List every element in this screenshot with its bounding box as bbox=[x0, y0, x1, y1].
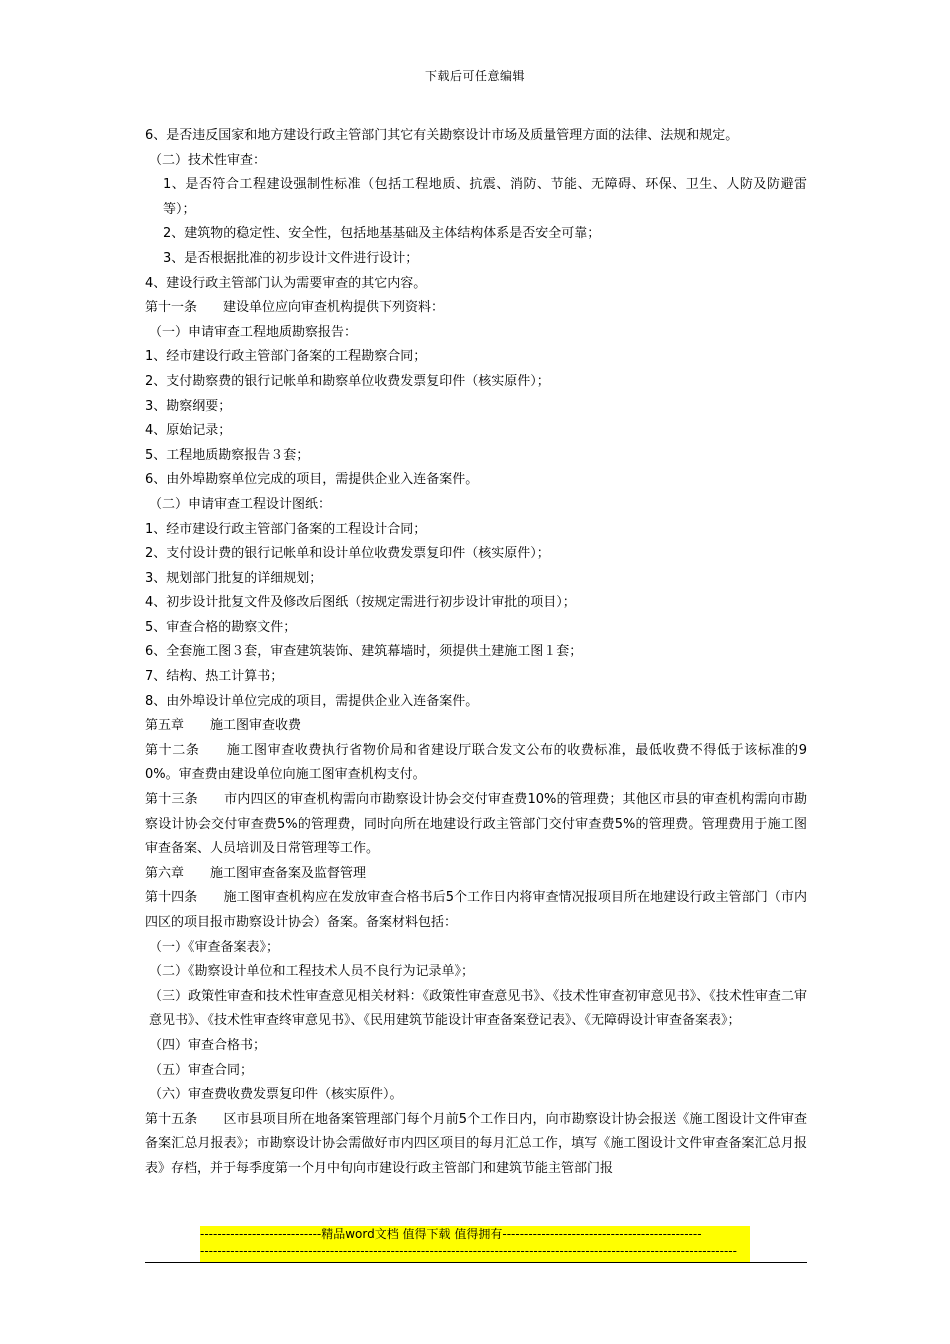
paragraph: 8、由外埠设计单位完成的项目，需提供企业入连备案件。 bbox=[145, 693, 479, 709]
paragraph: 1、是否符合工程建设强制性标准（包括工程地质、抗震、消防、节能、无障碍、环保、卫生、人防及防避雷等）； bbox=[163, 177, 807, 217]
article-paragraph: 第十三条 市内四区的审查机构需向市勘察设计协会交付审查费10%的管理费；其他区市县的审查机构需向市勘察设计协会交付审查费5%的管理费，同时向所在地建设行政主管部门交付审查费5%的管理费。管理费用于施工图审查备案、人员培训及日常管理等工作。 bbox=[145, 792, 807, 857]
paragraph: 4、初步设计批复文件及修改后图纸（按规定需进行初步设计审批的项目）； bbox=[145, 595, 576, 611]
paragraph: （六）审查费收费发票复印件（核实原件）。 bbox=[149, 1087, 403, 1103]
paragraph: 6、全套施工图３套，审查建筑装饰、建筑幕墙时，须提供土建施工图１套； bbox=[145, 644, 583, 660]
chapter-heading: 第六章 施工图审查备案及监督管理 bbox=[145, 865, 367, 881]
paragraph: （四）审查合格书； bbox=[149, 1037, 267, 1053]
paragraph: 3、是否根据批准的初步设计文件进行设计； bbox=[163, 250, 419, 266]
footer-banner-line: ---------------------------------------------------------------------------------------------------------------------------- bbox=[200, 1244, 737, 1258]
page-header: 下载后可任意编辑 bbox=[424, 69, 525, 83]
paragraph: （五）审查合同； bbox=[149, 1062, 254, 1078]
paragraph: 7、结构、热工计算书； bbox=[145, 669, 284, 685]
paragraph: 2、建筑物的稳定性、安全性，包括地基基础及主体结构体系是否安全可靠； bbox=[163, 226, 601, 242]
article-paragraph: 第十二条 施工图审查收费执行省物价局和省建设厅联合发文公布的收费标准，最低收费不得低于该标准的90%。审查费由建设单位向施工图审查机构支付。 bbox=[145, 742, 807, 783]
paragraph: 1、经市建设行政主管部门备案的工程设计合同； bbox=[145, 521, 427, 537]
paragraph: （二）申请审查工程设计图纸： bbox=[149, 496, 332, 512]
paragraph: （二）《勘察设计单位和工程技术人员不良行为记录单》； bbox=[149, 964, 475, 980]
article-paragraph: 第十五条 区市县项目所在地备案管理部门每个月前5个工作日内，向市勘察设计协会报送《施工图设计文件审查备案汇总月报表》；市勘察设计协会需做好市内四区项目的每月汇总工作，填写《施工图设计文件审查备案汇总月报表》存档，并于每季度第一个月中旬向市建设行政主管部门和建筑节能主管部门报 bbox=[145, 1111, 807, 1176]
article-paragraph: 第十四条 施工图审查机构应在发放审查合格书后5个工作日内将审查情况报项目所在地建设行政主管部门（市内四区的项目报市勘察设计协会）备案。备案材料包括： bbox=[145, 890, 807, 930]
paragraph: 5、工程地质勘察报告３套； bbox=[145, 447, 310, 463]
paragraph: 1、经市建设行政主管部门备案的工程勘察合同； bbox=[145, 349, 427, 365]
footer-banner bbox=[200, 1226, 750, 1262]
paragraph: （一）《审查备案表》； bbox=[149, 939, 280, 955]
paragraph: 3、规划部门批复的详细规划； bbox=[145, 570, 323, 586]
footer-banner-line: ----------------------------精品word文档 值得下载 值得拥有---------------------------------------------- bbox=[200, 1227, 702, 1241]
paragraph: 4、原始记录； bbox=[145, 423, 232, 439]
paragraph: （二）技术性审查： bbox=[149, 152, 267, 168]
paragraph: 6、是否违反国家和地方建设行政主管部门其它有关勘察设计市场及质量管理方面的法律、法规和规定。 bbox=[145, 128, 739, 143]
chapter-heading: 第五章 施工图审查收费 bbox=[145, 718, 302, 734]
paragraph: 2、支付勘察费的银行记帐单和勘察单位收费发票复印件（核实原件）； bbox=[145, 373, 550, 389]
paragraph: 2、支付设计费的银行记帐单和设计单位收费发票复印件（核实原件）； bbox=[145, 546, 550, 562]
footer-divider bbox=[145, 1262, 807, 1263]
document-body bbox=[145, 124, 807, 1182]
paragraph: （三）政策性审查和技术性审查意见相关材料：《政策性审查意见书》、《技术性审查初审意见书》、《技术性审查二审意见书》、《技术性审查终审意见书》、《民用建筑节能设计审查备案登记表》、《无障碍设计审查备案表》； bbox=[149, 988, 807, 1029]
paragraph: 6、由外埠勘察单位完成的项目，需提供企业入连备案件。 bbox=[145, 472, 479, 488]
paragraph: 4、建设行政主管部门认为需要审查的其它内容。 bbox=[145, 275, 427, 291]
paragraph: 5、审查合格的勘察文件； bbox=[145, 619, 297, 635]
paragraph: 3、勘察纲要； bbox=[145, 398, 232, 414]
paragraph: （一）申请审查工程地质勘察报告： bbox=[149, 324, 358, 340]
article-heading: 第十一条 建设单位应向审查机构提供下列资料： bbox=[145, 300, 445, 316]
